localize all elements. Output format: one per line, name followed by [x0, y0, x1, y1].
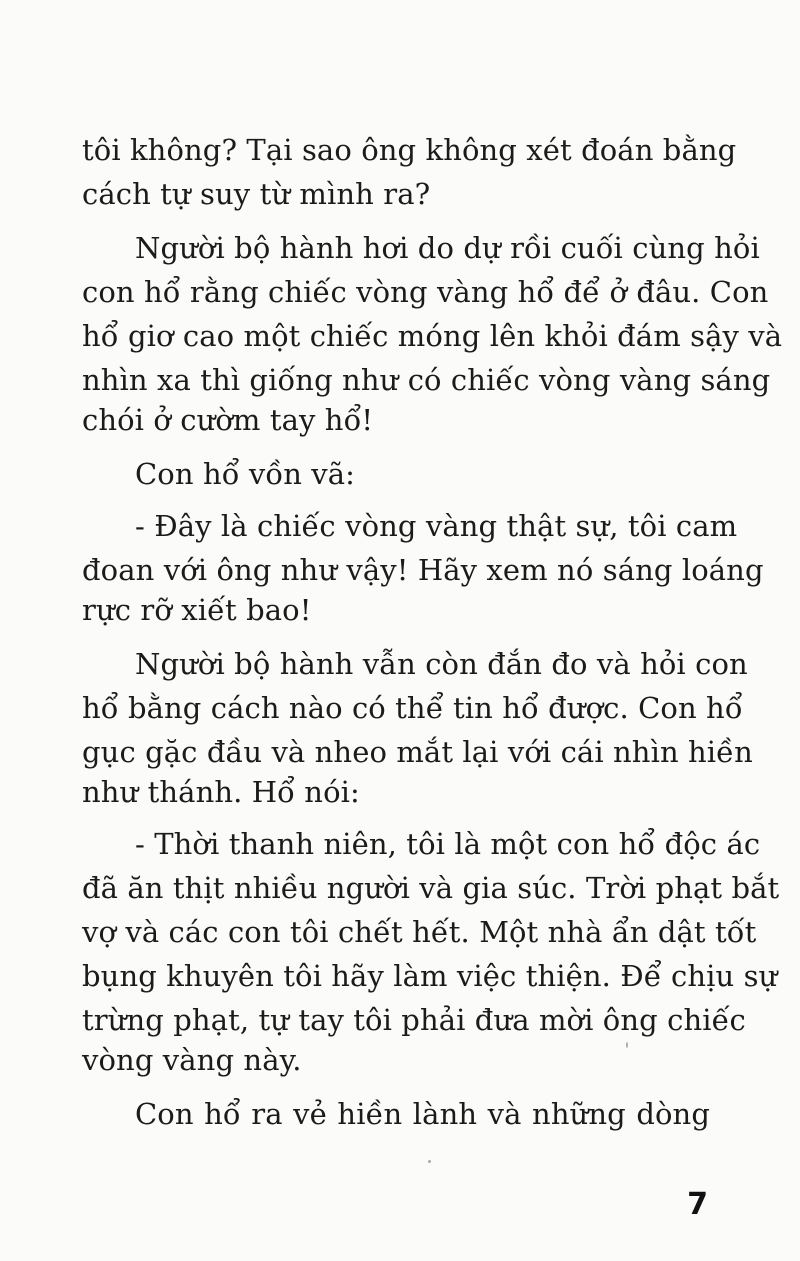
- text-line: chói ở cườm tay hổ!: [82, 403, 374, 437]
- text-line: vòng vàng này.: [82, 1043, 302, 1077]
- text-line: hổ bằng cách nào có thể tin hổ được. Con hổ: [82, 691, 743, 725]
- text-line: Người bộ hành hơi do dự rồi cuối cùng hỏi: [135, 231, 760, 265]
- text-line: bụng khuyên tôi hãy làm việc thiện. Để chịu sự: [82, 959, 778, 993]
- text-line: rực rỡ xiết bao!: [82, 593, 312, 627]
- text-line: gục gặc đầu và nheo mắt lại với cái nhìn hiền: [82, 735, 753, 769]
- text-line: hổ giơ cao một chiếc móng lên khỏi đám sậy và: [82, 319, 783, 353]
- paper-speck: [428, 1160, 431, 1163]
- text-line: vợ và các con tôi chết hết. Một nhà ẩn dật tốt: [82, 915, 757, 949]
- text-line: trừng phạt, tự tay tôi phải đưa mời ông chiếc: [82, 1003, 746, 1037]
- text-line: Con hổ vồn vã:: [135, 457, 356, 491]
- text-line: như thánh. Hổ nói:: [82, 775, 360, 809]
- text-line: nhìn xa thì giống như có chiếc vòng vàng sáng: [82, 363, 771, 397]
- text-line: con hổ rằng chiếc vòng vàng hổ để ở đâu. Con: [82, 275, 769, 309]
- text-line: - Thời thanh niên, tôi là một con hổ độc ác: [135, 827, 761, 861]
- text-line: đã ăn thịt nhiều người và gia súc. Trời phạt bắt: [82, 871, 780, 905]
- text-line: đoan với ông như vậy! Hãy xem nó sáng loáng: [82, 553, 764, 587]
- text-line: - Đây là chiếc vòng vàng thật sự, tôi cam: [135, 509, 738, 543]
- text-line: Người bộ hành vẫn còn đắn đo và hỏi con: [135, 647, 748, 681]
- paper-speck: [626, 1042, 628, 1048]
- text-line: cách tự suy từ mình ra?: [82, 177, 431, 211]
- page-number: 7: [687, 1187, 708, 1222]
- text-line: Con hổ ra vẻ hiền lành và những dòng: [135, 1097, 710, 1131]
- text-line: tôi không? Tại sao ông không xét đoán bằng: [82, 133, 737, 167]
